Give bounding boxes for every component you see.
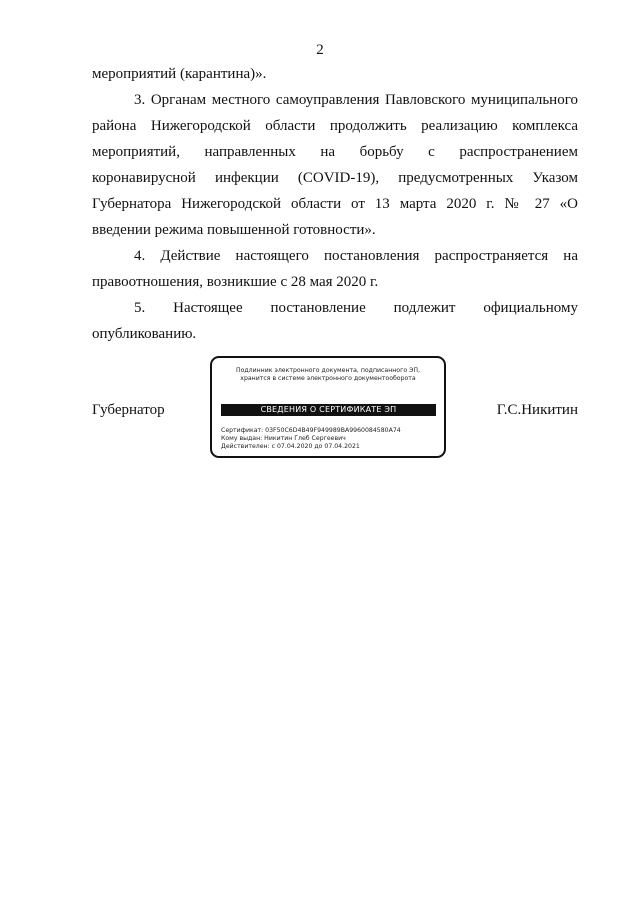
text-line: 5. Настоящее постановление подлежит официальному: [134, 300, 578, 316]
stamp-validity: Действителен: с 07.04.2020 до 07.04.2021: [221, 443, 360, 450]
signature-title: Губернатор: [92, 402, 165, 418]
stamp-note: [212, 367, 444, 383]
text-line: мероприятий (карантина)».: [92, 66, 267, 82]
text-line: мероприятий, направленных на борьбу с распространением: [92, 144, 578, 160]
stamp-note-line: Подлинник электронного документа, подписанного ЭП,: [235, 367, 421, 374]
text-line: Губернатора Нижегородской области от 13 марта 2020 г. № 27 «О: [92, 196, 578, 212]
text-line: введении режима повышенной готовности».: [92, 222, 376, 238]
text-line: коронавирусной инфекции (COVID-19), предусмотренных Указом: [92, 170, 578, 186]
text-line: опубликованию.: [92, 326, 197, 342]
stamp-header: СВЕДЕНИЯ О СЕРТИФИКАТЕ ЭП: [221, 404, 436, 416]
stamp-issued-to: Кому выдан: Никитин Глеб Сергеевич: [221, 435, 346, 442]
signatory-name: Г.С.Никитин: [496, 402, 578, 418]
page-number: 2: [316, 42, 324, 58]
text-line: района Нижегородской области продолжить реализацию комплекса: [92, 118, 578, 134]
stamp-note-line: хранится в системе электронного документооборота: [240, 375, 416, 382]
text-line: 4. Действие настоящего постановления распространяется на: [134, 248, 578, 264]
text-line: правоотношения, возникшие с 28 мая 2020 г.: [92, 274, 379, 290]
text-line: 3. Органам местного самоуправления Павловского муниципального: [134, 92, 578, 108]
stamp-certificate: Сертификат: 03F50C6D4B49F949989BA9960084580A74: [221, 427, 401, 434]
digital-signature-stamp: [210, 356, 446, 458]
